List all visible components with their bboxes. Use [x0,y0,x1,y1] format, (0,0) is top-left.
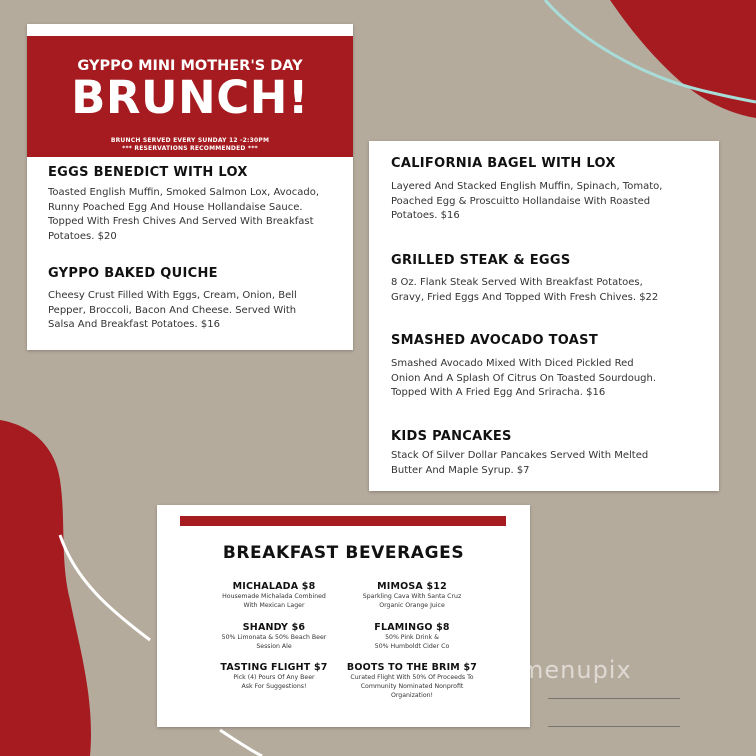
beverage-item: SHANDY $6 50% Limonata & 50% Beach Beer Session Ale [221,622,327,650]
header-reservations: *** RESERVATIONS RECOMMENDED *** [122,145,258,152]
red-blob-top-right [610,0,756,118]
beverages-card [157,505,530,727]
beverages-red-bar [180,516,506,526]
menu-item-desc: Cheesy Crust Filled With Eggs, Cream, Onion, Bell Pepper, Broccoli, Bacon And Cheese. Served With Salsa And Breakfast Potatoes. $16 [48,290,297,330]
menu-item-desc: Stack Of Silver Dollar Pancakes Served With Melted Butter And Maple Syrup. $7 [391,450,649,476]
menu-item-desc: 8 Oz. Flank Steak Served With Breakfast Potatoes, Gravy, Fried Eggs And Topped With Fresh Chives. $22 [391,277,659,303]
red-blob-left [0,420,91,756]
white-arc-bottom-2 [220,730,262,756]
header-hours: BRUNCH SERVED EVERY SUNDAY 12 -2:30PM [110,137,270,144]
header-title: BRUNCH! [71,71,309,124]
beverage-item: TASTING FLIGHT $7 Pick (4) Pours Of Any Beer Ask For Suggestions! [220,662,328,690]
menu-item-desc: Toasted English Muffin, Smoked Salmon Lox, Avocado, Runny Poached Egg And House Hollandaise Sauce. Topped With Fresh Chives And Served With Breakfast Potatoes. $20 [48,187,320,242]
menu-item-desc: Smashed Avocado Mixed With Diced Pickled Red Onion And A Splash Of Citrus On Toasted Sourdough. Topped With A Fried Egg And Sriracha. $16 [391,358,657,398]
beverages-title: BREAKFAST BEVERAGES [222,543,465,563]
menu-item-title: CALIFORNIA BAGEL WITH LOX [391,156,616,171]
beverage-item: MICHALADA $8 Housemade Michalada Combined With Mexican Lager [222,581,326,609]
brunch-menu-card-left [27,24,353,350]
beverage-item: MIMOSA $12 Sparkling Cava With Santa Cruz Organic Orange Juice [362,581,462,609]
menu-item-title: EGGS BENEDICT WITH LOX [48,165,248,180]
menu-item-title: SMASHED AVOCADO TOAST [391,333,598,348]
menu-item-title: GRILLED STEAK & EGGS [391,253,571,268]
brunch-menu-card-right [369,141,719,491]
menu-item-title: KIDS PANCAKES [391,429,512,444]
beverage-item: BOOTS TO THE BRIM $7 Curated Flight With 50% Of Proceeds To Community Nominated Nonprofit Organization! [346,662,478,699]
menu-item-desc: Layered And Stacked English Muffin, Spinach, Tomato, Poached Egg & Proscuitto Hollandaise With Roasted Potatoes. $16 [391,181,663,221]
watermark-line [548,726,680,727]
watermark-line [548,698,680,699]
menu-item-title: GYPPO BAKED QUICHE [48,266,218,281]
brunch-header [27,36,353,157]
header-subtitle: GYPPO MINI MOTHER'S DAY [77,58,303,74]
menupix-watermark: menupix [520,656,632,684]
beverage-item: FLAMINGO $8 50% Pink Drink & 50% Humboldt Cider Co [374,622,450,650]
